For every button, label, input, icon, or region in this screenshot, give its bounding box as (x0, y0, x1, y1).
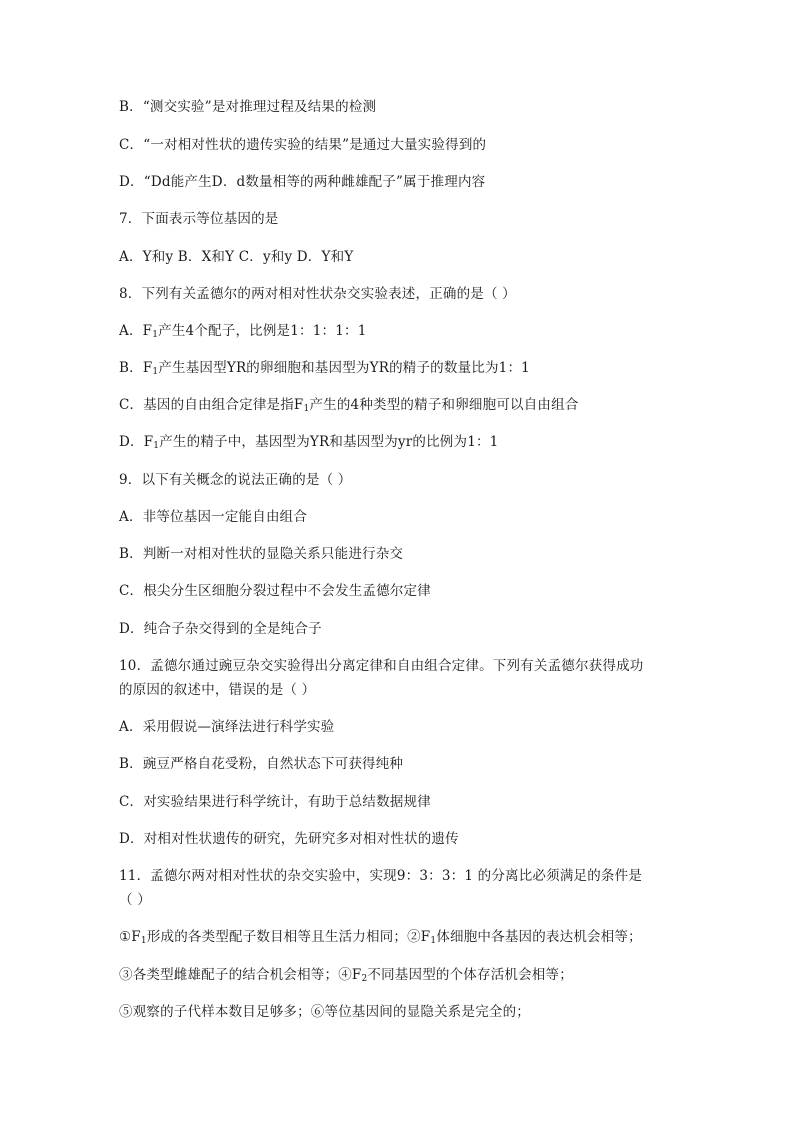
q11-condition-3-4 (119, 966, 679, 984)
q11-condition-4-text: 不同基因型的个体存活机会相等； (367, 967, 573, 983)
q6-option-c: C．“一对相对性状的遗传实验的结果”是通过大量实验得到的 (119, 137, 487, 153)
q11-condition-1-text-2: 形成的各类型配子数目相等且生活力相同；②F (146, 929, 431, 945)
q11-condition-2-sub: 1 (430, 936, 437, 946)
q9-option-a: A．非等位基因一定能自由组合 (119, 509, 308, 525)
q11-condition-3-text: ③各类型雌雄配子的结合机会相等；④F (119, 967, 362, 983)
q10-option-a: A．采用假说—演绎法进行科学实验 (119, 719, 335, 735)
q9-stem: 9．以下有关概念的说法正确的是（ ） (119, 472, 352, 488)
q11-condition-5-6: ⑤观察的子代样本数目足够多；⑥等位基因间的显隐关系是完全的； (119, 1004, 530, 1020)
q11-stem-line-1: 11．孟德尔两对相对性状的杂交实验中，实现9：3：3：1 的分离比必须满足的条件是 (119, 868, 643, 884)
q9-option-d: D．纯合子杂交得到的全是纯合子 (119, 621, 322, 637)
q8-option-b-text-1: B．F (119, 360, 153, 376)
q11-condition-2-text: 体细胞中各基因的表达机会相等； (436, 929, 642, 945)
q8-option-b (119, 359, 679, 377)
q8-option-c-sub: 1 (303, 404, 310, 414)
q8-stem: 8．下列有关孟德尔的两对相对性状杂交实验表述，正确的是（ ） (119, 286, 516, 302)
q11-condition-1-2 (119, 928, 679, 946)
q10-stem-line-2: 的原因的叙述中，错误的是（ ） (119, 682, 316, 698)
q8-option-d-text-1: D．F (119, 434, 154, 450)
q6-option-d: D．“Dd能产生D．d数量相等的两种雌雄配子”属于推理内容 (119, 174, 486, 190)
q8-option-a (119, 322, 679, 340)
q11-condition-1-text-1: ①F (119, 929, 141, 945)
q8-option-a-text-2: 产生4个配子，比例是1：1：1：1 (158, 323, 367, 339)
q11-condition-1-sub: 1 (140, 936, 147, 946)
q11-stem-line-2: （ ） (119, 892, 151, 908)
q6-option-b: B．“测交实验”是对推理过程及结果的检测 (119, 99, 377, 115)
q9-option-c: C．根尖分生区细胞分裂过程中不会发生孟德尔定律 (119, 583, 431, 599)
q11-condition-4-sub: 2 (361, 974, 368, 984)
q10-stem-line-1: 10．孟德尔通过豌豆杂交实验得出分离定律和自由组合定律。下列有关孟德尔获得成功 (119, 658, 644, 674)
q8-option-b-text-2: 产生基因型YR的卵细胞和基因型为YR的精子的数量比为1：1 (158, 360, 530, 376)
q10-option-c: C．对实验结果进行科学统计，有助于总结数据规律 (119, 794, 431, 810)
q8-option-c-text-2: 产生的4种类型的精子和卵细胞可以自由组合 (309, 397, 579, 413)
q10-option-b: B．豌豆严格自花受粉，自然状态下可获得纯种 (119, 756, 404, 772)
q8-option-d-sub: 1 (153, 441, 160, 451)
q7-options: A．Y和y B．X和Y C．y和y D．Y和Y (119, 249, 354, 265)
q8-option-c-text-1: C．基因的自由组合定律是指F (119, 397, 304, 413)
q7-stem: 7．下面表示等位基因的是 (119, 211, 279, 227)
q8-option-d (119, 433, 679, 451)
q8-option-d-text-2: 产生的精子中，基因型为YR和基因型为yr的比例为1：1 (159, 434, 499, 450)
q8-option-a-sub: 1 (152, 330, 159, 340)
q8-option-c (119, 396, 679, 414)
q8-option-b-sub: 1 (152, 367, 159, 377)
q10-option-d: D．对相对性状遗传的研究，先研究多对相对性状的遗传 (119, 831, 459, 847)
q9-option-b: B．判断一对相对性状的显隐关系只能进行杂交 (119, 546, 404, 562)
q8-option-a-text-1: A．F (119, 323, 153, 339)
